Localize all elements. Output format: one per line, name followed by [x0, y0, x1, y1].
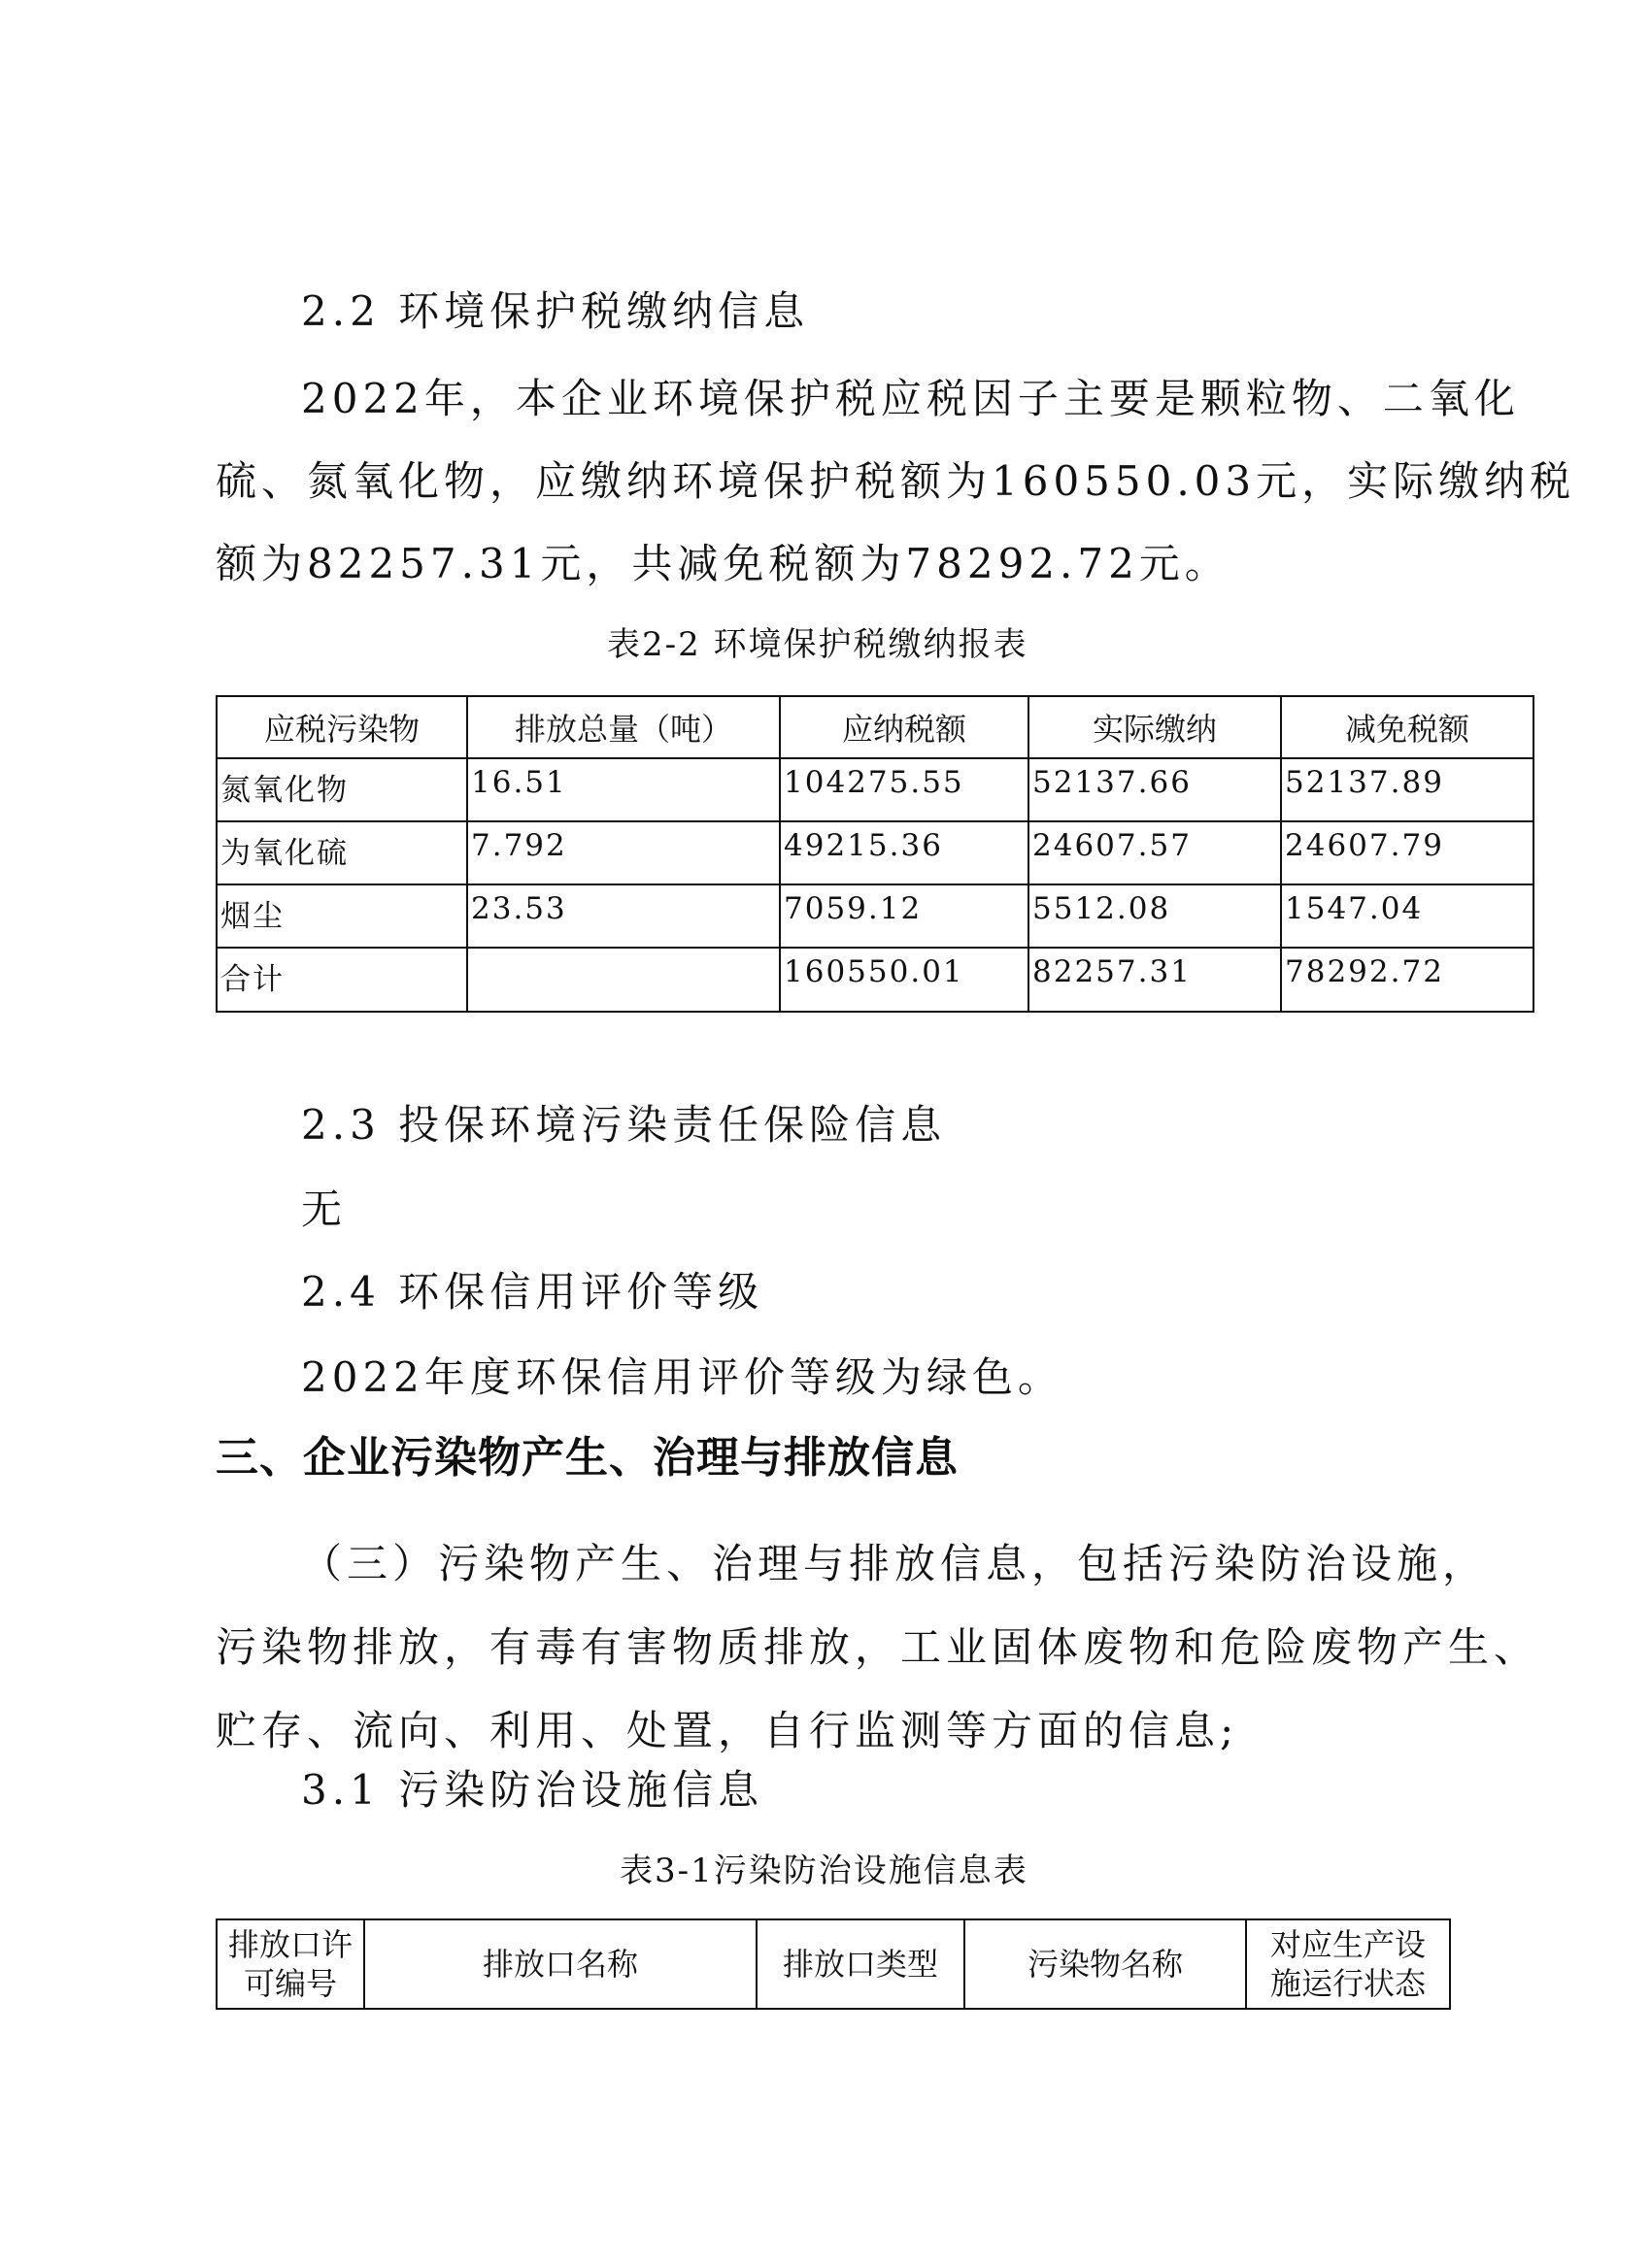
- table-cell: 烟尘: [217, 884, 467, 948]
- header-line: 对应生产设: [1269, 1926, 1426, 1963]
- section-2-2-heading: 2.2 环境保护税缴纳信息: [301, 287, 810, 335]
- section-3-heading: 三、企业污染物产生、治理与排放信息: [216, 1433, 959, 1483]
- table-header-row: [217, 1919, 1450, 2009]
- header-line: 排放口类型: [782, 1946, 938, 1983]
- section-3-para-line-3: 贮存、流向、利用、处置，自行监测等方面的信息;: [216, 1707, 1239, 1754]
- table-cell: 7.792: [467, 821, 780, 884]
- header-line: 排放口许: [227, 1926, 353, 1963]
- section-2-2-para-line-1: 2022年，本企业环境保护税应税因子主要是颗粒物、二氧化: [301, 375, 1520, 422]
- table-cell: 合计: [217, 948, 467, 1012]
- table-cell: 为氧化硫: [217, 821, 467, 884]
- table-cell: 氮氧化物: [217, 758, 467, 821]
- section-2-2-para-line-3: 额为82257.31元，共减免税额为78292.72元。: [216, 540, 1230, 587]
- table-cell: 82257.31: [1028, 948, 1281, 1012]
- table-cell: 104275.55: [780, 758, 1028, 821]
- col-header-tax-payable: 应纳税额: [780, 696, 1028, 758]
- col-header-outlet-name: [364, 1919, 757, 2009]
- table-row-total: [217, 948, 1533, 1012]
- section-3-para-line-2: 污染物排放，有毒有害物质排放，工业固体废物和危险废物产生、: [216, 1623, 1540, 1671]
- table-row: [217, 884, 1533, 948]
- pollution-facility-table: [216, 1918, 1451, 2010]
- header-line: 可编号: [243, 1965, 337, 2002]
- col-header-pollutant: 应税污染物: [217, 696, 467, 758]
- col-header-outlet-permit-no: [217, 1919, 364, 2009]
- section-3-1-heading: 3.1 污染防治设施信息: [301, 1766, 764, 1814]
- col-header-tax-exempt: 减免税额: [1281, 696, 1533, 758]
- table-cell: 78292.72: [1281, 948, 1533, 1012]
- table-cell: 49215.36: [780, 821, 1028, 884]
- header-line: 施运行状态: [1269, 1965, 1426, 2002]
- table-cell: 7059.12: [780, 884, 1028, 948]
- table-cell: 24607.79: [1281, 821, 1533, 884]
- col-header-pollutant-name: [964, 1919, 1246, 2009]
- section-2-4-heading: 2.4 环保信用评价等级: [301, 1268, 764, 1316]
- table-3-1-caption: 表3-1污染防治设施信息表: [620, 1851, 1028, 1890]
- table-row: [217, 821, 1533, 884]
- table-cell: 16.51: [467, 758, 780, 821]
- table-cell: 1547.04: [1281, 884, 1533, 948]
- table-cell: 52137.66: [1028, 758, 1281, 821]
- table-cell: 5512.08: [1028, 884, 1281, 948]
- table-2-2-caption: 表2-2 环境保护税缴纳报表: [607, 625, 1028, 664]
- section-2-3-body: 无: [301, 1185, 348, 1233]
- section-2-3-heading: 2.3 投保环境污染责任保险信息: [301, 1101, 947, 1149]
- table-row: [217, 758, 1533, 821]
- table-cell: 160550.01: [780, 948, 1028, 1012]
- table-header-row: [217, 696, 1533, 758]
- col-header-outlet-type: [757, 1919, 964, 2009]
- tax-payment-table: [216, 695, 1534, 1013]
- table-cell: 23.53: [467, 884, 780, 948]
- section-2-4-body: 2022年度环保信用评价等级为绿色。: [301, 1353, 1063, 1401]
- table-cell: 24607.57: [1028, 821, 1281, 884]
- header-line: 污染物名称: [1027, 1946, 1183, 1983]
- table-cell: 52137.89: [1281, 758, 1533, 821]
- table-cell: [467, 948, 780, 1012]
- header-line: 排放口名称: [482, 1946, 638, 1983]
- col-header-emission-total: 排放总量（吨）: [467, 696, 780, 758]
- section-2-2-para-line-2: 硫、氮氧化物，应缴纳环境保护税额为160550.03元，实际缴纳税: [216, 457, 1576, 505]
- col-header-tax-paid: 实际缴纳: [1028, 696, 1281, 758]
- col-header-facility-status: [1246, 1919, 1450, 2009]
- section-3-para-line-1: （三）污染物产生、治理与排放信息，包括污染防治设施，: [301, 1540, 1489, 1587]
